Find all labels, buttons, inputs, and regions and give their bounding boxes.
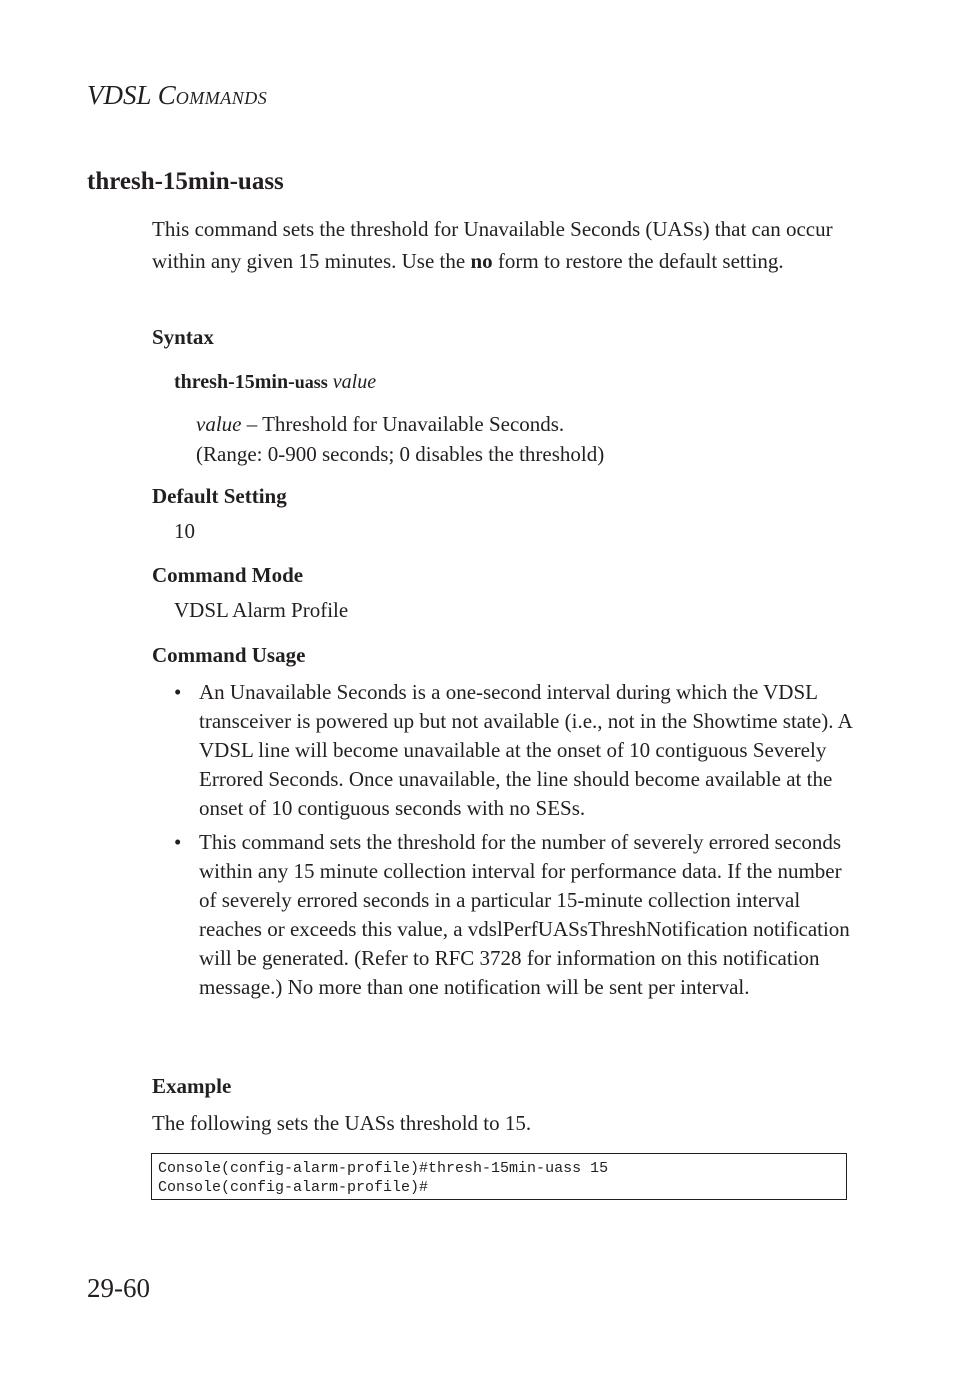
code-example-box (151, 1153, 847, 1200)
intro-paragraph: This command sets the threshold for Unavailable Seconds (UASs) that can occur within any given 15 minutes. Use the no form to restore the default setting. (152, 217, 833, 273)
running-header: VDSL COMMANDS (87, 80, 268, 110)
command-mode-heading: Command Mode (152, 563, 304, 587)
command-usage-heading: Command Usage (152, 643, 306, 667)
command-usage-list (174, 678, 854, 1007)
list-item: • An Unavailable Seconds is a one-second interval during which the VDSL transceiver is powered up but not available (i.e., not in the Showtime state). A VDSL line will become unavailable at the onset of 10 contiguous Severely Errored Seconds. Once unavailable, the line should become available at the onset of 10 contiguous seconds with no SESs. (174, 678, 854, 823)
no-keyword: no (470, 248, 493, 273)
default-setting-heading: Default Setting (152, 484, 287, 508)
page-number: 29-60 (87, 1273, 150, 1303)
list-item: • This command sets the threshold for the number of severely errored seconds within any 15 minute collection interval for performance data. If the number of severely errored seconds in a particular 15-minute collection interval reaches or exceeds this value, a vdslPerfUASsThreshNotification notification will be generated. (Refer to RFC 3728 for information on this notification message.) No more than one notification will be sent per interval. (174, 828, 854, 1002)
command-title: thresh-15min-uass (87, 168, 284, 195)
example-text: The following sets the UASs threshold to 15. (152, 1111, 532, 1135)
syntax-line: thresh-15min-uass value (174, 371, 377, 393)
example-heading: Example (152, 1074, 232, 1098)
code-line: Console(config-alarm-profile)#thresh-15min-uass 15 (158, 1160, 609, 1177)
default-setting-value: 10 (174, 519, 195, 543)
parameter-description: value – Threshold for Unavailable Seconds. (Range: 0-900 seconds; 0 disables the threshold) (196, 412, 605, 466)
syntax-heading: Syntax (152, 325, 214, 349)
command-mode-value: VDSL Alarm Profile (174, 598, 349, 622)
code-line: Console(config-alarm-profile)# (158, 1179, 429, 1196)
